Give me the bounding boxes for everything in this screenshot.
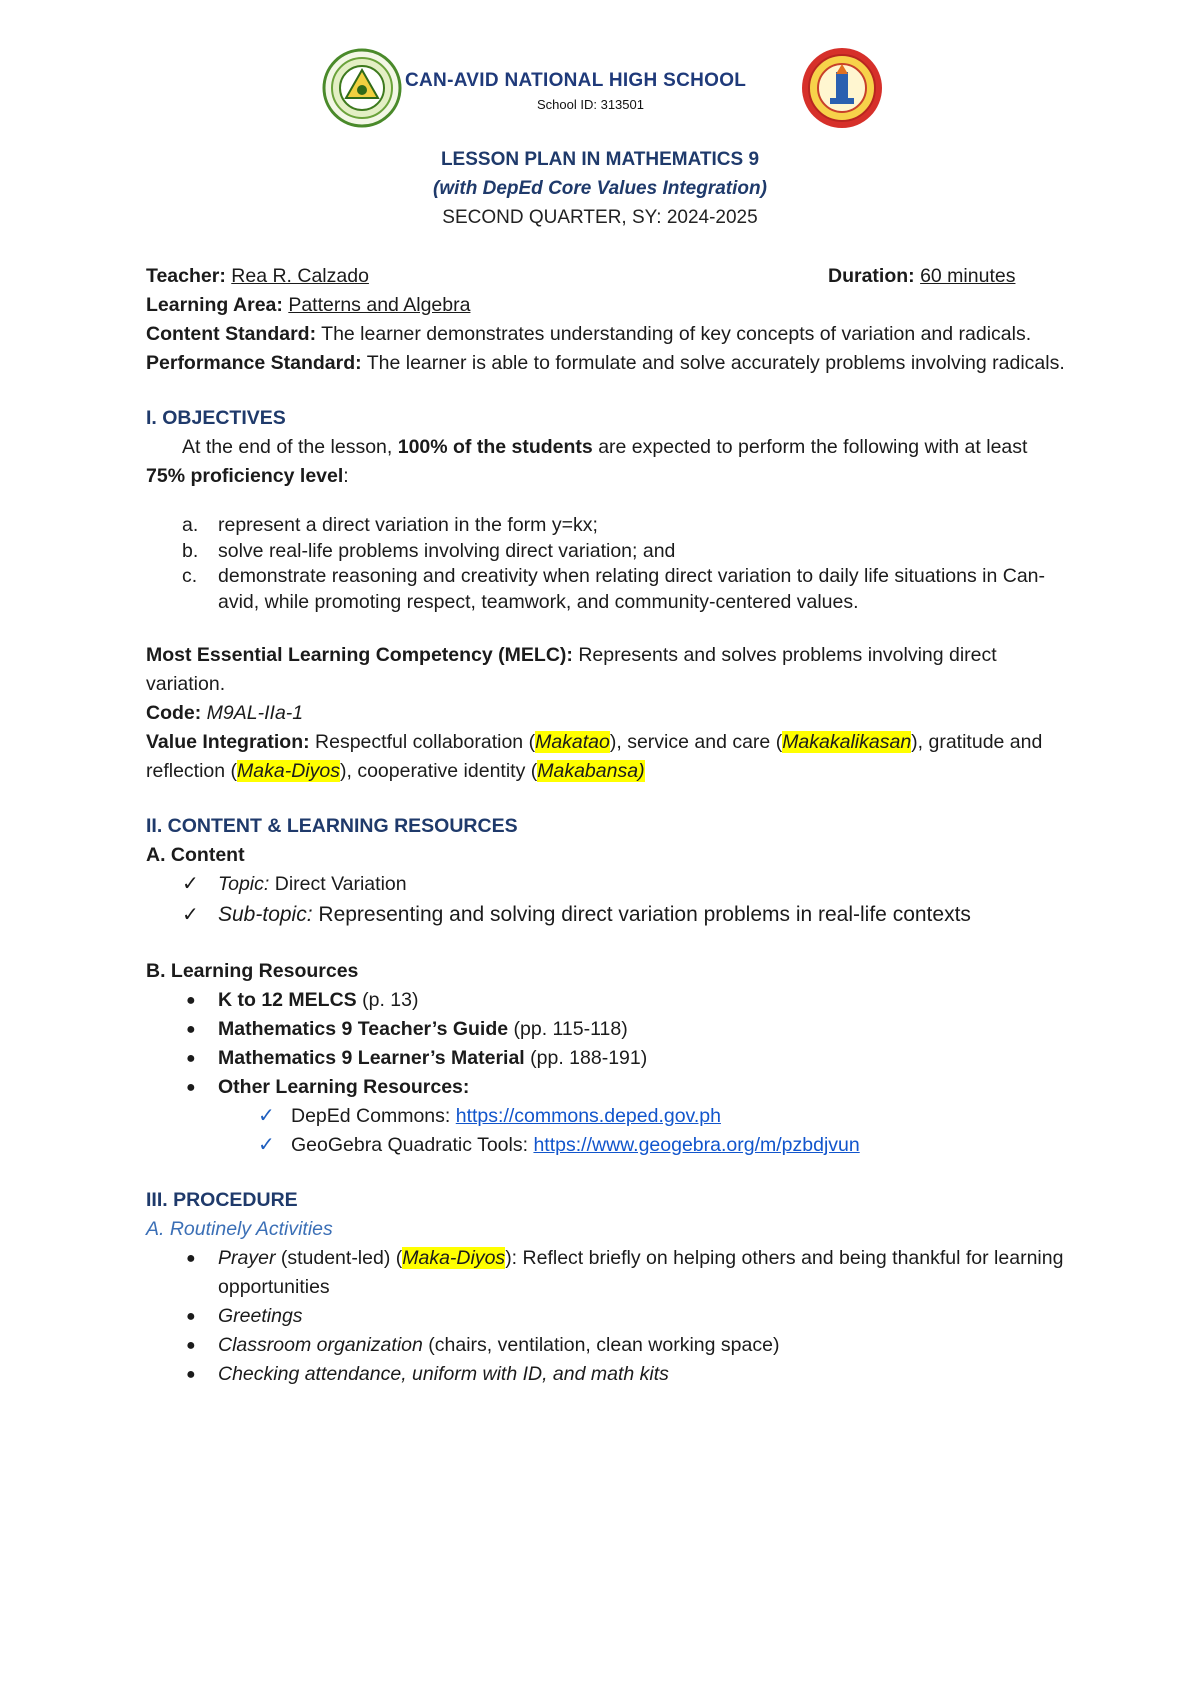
- resource-links: [146, 1102, 1066, 1160]
- list-item: c. demonstrate reasoning and creativity when relating direct variation to daily life situations in Can-avid, while promoting respect, teamwork, and community-centered values.: [182, 565, 1046, 613]
- quarter-label: SECOND QUARTER, SY: 2024-2025: [442, 207, 758, 228]
- list-item: ● Mathematics 9 Learner’s Material (pp. 188-191): [146, 1044, 1066, 1073]
- school-id: School ID: 313501: [537, 97, 644, 112]
- objectives-heading: I. OBJECTIVES: [146, 407, 286, 429]
- procedure-heading: III. PROCEDURE: [146, 1189, 298, 1211]
- content-list: [146, 870, 1066, 931]
- school-name: CAN-AVID NATIONAL HIGH SCHOOL: [405, 70, 747, 91]
- list-item: a. represent a direct variation in the form y=kx;: [182, 514, 598, 536]
- teacher-name: Rea R. Calzado: [231, 265, 369, 287]
- list-item: ● Mathematics 9 Teacher’s Guide (pp. 115-118): [146, 1015, 1066, 1044]
- content-resources-heading: II. CONTENT & LEARNING RESOURCES: [146, 815, 518, 837]
- list-item: ✓ GeoGebra Quadratic Tools: https://www.geogebra.org/m/pzbdjvun: [146, 1131, 1066, 1160]
- bullet-icon: ●: [186, 1021, 196, 1038]
- melc-code: Code: M9AL-IIa-1: [146, 702, 304, 724]
- bullet-icon: ●: [186, 1366, 196, 1383]
- bullet-icon: ●: [186, 992, 196, 1009]
- list-item: ● Classroom organization (chairs, ventilation, clean working space): [146, 1331, 1066, 1360]
- resources-list: [146, 986, 1066, 1102]
- document-titles: [0, 146, 1200, 232]
- checkmark-icon: ✓: [258, 1105, 275, 1127]
- lesson-subtitle: (with DepEd Core Values Integration): [433, 178, 767, 199]
- checkmark-icon: ✓: [182, 904, 199, 926]
- checkmark-icon: ✓: [182, 873, 199, 895]
- bullet-icon: ●: [186, 1079, 196, 1096]
- duration: Duration: 60 minutes: [828, 265, 1016, 287]
- list-item: ● Greetings: [146, 1302, 1066, 1331]
- checkmark-icon: ✓: [258, 1134, 275, 1156]
- school-seal-icon: [800, 46, 884, 130]
- bullet-icon: ●: [186, 1250, 196, 1267]
- bullet-icon: ●: [186, 1337, 196, 1354]
- lesson-title: LESSON PLAN IN MATHEMATICS 9: [440, 149, 760, 170]
- list-item: ✓ Topic: Direct Variation: [146, 870, 1066, 899]
- school-header: [0, 40, 1200, 140]
- list-item: ✓ Sub-topic: Representing and solving direct variation problems in real-life contexts: [146, 899, 1066, 931]
- objectives-list: [146, 513, 1066, 615]
- objectives-intro: At the end of the lesson, 100% of the students are expected to perform the following with at least 75% proficiency level:: [146, 436, 1028, 487]
- lesson-content: [146, 262, 1066, 1389]
- list-item: ● Other Learning Resources:: [146, 1073, 1066, 1102]
- list-item: ● Checking attendance, uniform with ID, and math kits: [146, 1360, 1066, 1389]
- list-item: ● Prayer (student-led) (Maka-Diyos): Reflect briefly on helping others and being thankful for learning opportunities: [146, 1244, 1066, 1302]
- geogebra-link[interactable]: https://www.geogebra.org/m/pzbdjvun: [533, 1134, 860, 1156]
- content-subheading: A. Content: [146, 844, 245, 866]
- teacher-duration-row: Teacher: Rea R. Calzado Duration: 60 minutes: [146, 262, 1066, 291]
- melc: Most Essential Learning Competency (MELC): Represents and solves problems involving direct variation.: [146, 644, 997, 695]
- performance-standard: Performance Standard: The learner is able to formulate and solve accurately problems involving radicals.: [146, 352, 1065, 374]
- bullet-icon: ●: [186, 1050, 196, 1067]
- bullet-icon: ●: [186, 1308, 196, 1325]
- routine-subheading: A. Routinely Activities: [146, 1218, 333, 1240]
- deped-commons-link[interactable]: https://commons.deped.gov.ph: [455, 1105, 721, 1127]
- routine-list: [146, 1244, 1066, 1389]
- learning-area: Learning Area: Patterns and Algebra: [146, 294, 471, 316]
- value-integration: Value Integration: Respectful collaboration (Makatao), service and care (Makakalikasan), gratitude and reflection (Maka-Diyos), cooperative identity (Makabansa): [146, 731, 1043, 782]
- division-seal-icon: [322, 48, 402, 128]
- list-item: ✓ DepEd Commons: https://commons.deped.gov.ph: [146, 1102, 1066, 1131]
- list-item: b. solve real-life problems involving direct variation; and: [182, 539, 676, 562]
- list-item: ● K to 12 MELCS (p. 13): [146, 986, 1066, 1015]
- content-standard: Content Standard: The learner demonstrates understanding of key concepts of variation and radicals.: [146, 323, 1032, 345]
- resources-subheading: B. Learning Resources: [146, 960, 359, 982]
